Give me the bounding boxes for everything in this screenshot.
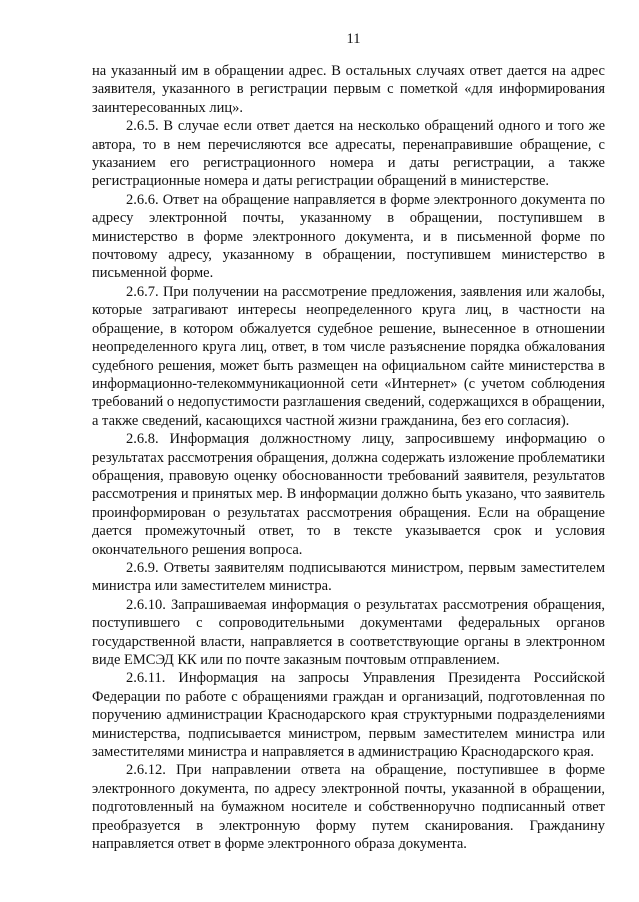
paragraph-2-6-6: 2.6.6. Ответ на обращение направляется в форме электронного документа по адресу электронной почты, указанному в обращении, поступившем в министерство в форме электронного документа, и в письменной форме по почтовому адресу, указанному в обращении, поступившем министерство в письменной форме. [92,191,605,282]
paragraph-2-6-9: 2.6.9. Ответы заявителям подписываются министром, первым заместителем министра или заместителем министра. [92,559,605,595]
paragraph-2-6-10: 2.6.10. Запрашиваемая информация о результатах рассмотрения обращения, поступившего с сопроводительными документами федеральных органов государственной власти, направляется в соответствующие органы в электронном виде ЕМСЭД КК или по почте заказным почтовым отправлением. [92,596,605,668]
paragraph-continuation: на указанный им в обращении адрес. В остальных случаях ответ дается на адрес заявителя, указанного в регистрации первым с пометкой «для информирования заинтересованных лиц». [92,63,605,116]
paragraph-2-6-11: 2.6.11. Информация на запросы Управления Президента Российской Федерации по работе с обращениями граждан и организаций, подготовленная по поручению администрации Краснодарского края структурными подразделениями министерства, подписывается министром, первым заместителем министра или заместителями министра и направляется в администрацию Краснодарского края. [92,670,605,761]
page-number: 11 [346,31,361,47]
paragraph-2-6-12: 2.6.12. При направлении ответа на обращение, поступившее в форме электронного документа, по адресу электронной почты, указанной в обращении, подготовленный на бумажном носителе и собственноручно подписанный ответ преобразуется в электронную форму путем сканирования. Гражданину направляется ответ в форме электронного образа документа. [92,762,605,853]
paragraph-2-6-8: 2.6.8. Информация должностному лицу, запросившему информацию о результатах рассмотрения обращения, должна содержать изложение проблематики обращения, правовую оценку обоснованности требований заявителя, результатов рассмотрения и принятых мер. В информации должно быть указано, что заявитель проинформирован о результатах рассмотрения обращения. Если на обращение дается промежуточный ответ, то в тексте указывается срок и условия окончательного решения вопроса. [92,431,605,558]
paragraph-2-6-5: 2.6.5. В случае если ответ дается на несколько обращений одного и того же автора, то в нем перечисляются все адресаты, перенаправившие обращение, с указанием его регистрационного номера и даты регистрации, а также регистрационные номера и даты регистрации обращений в министерстве. [92,118,605,190]
paragraph-2-6-7: 2.6.7. При получении на рассмотрение предложения, заявления или жалобы, которые затрагивают интересы неопределенного круга лиц, в частности на обращение, в котором обжалуется судебное решение, вынесенное в отношении неопределенного круга лиц, ответ, в том числе разъяснение порядка обжалования судебного решения, может быть размещен на официальном сайте министерства в информационно-телекоммуникационной сети «Интернет» (с учетом соблюдения требований о недопустимости разглашения сведений, содержащихся в обращении, а также сведений, касающихся частной жизни гражданина, без его согласия). [92,283,605,429]
